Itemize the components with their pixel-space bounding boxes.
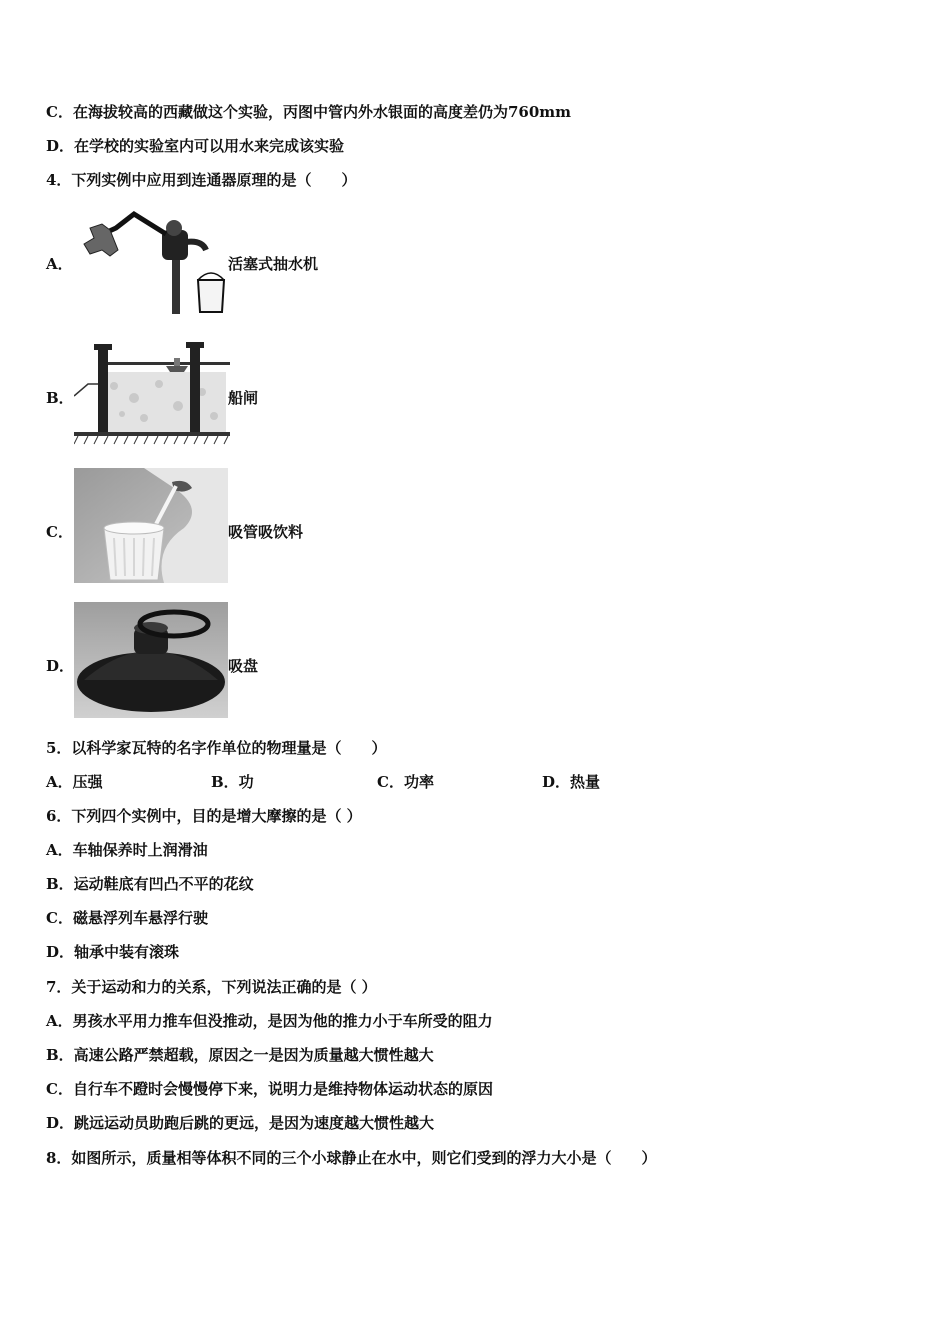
question-6-stem: 6．下列四个实例中，目的是增大摩擦的是（ ） (46, 807, 362, 825)
q4-option-a-caption: 活塞式抽水机 (228, 255, 319, 273)
ship-lock-icon (74, 336, 230, 448)
q4-option-d-label: D． (46, 657, 75, 675)
q5-option-c: C．功率 (377, 773, 434, 791)
q5-option-a: A．压强 (46, 773, 103, 791)
question-4-stem: 4．下列实例中应用到连通器原理的是（ ） (46, 171, 357, 189)
q4-option-c-label: C． (46, 523, 73, 541)
q5-option-b: B．功 (211, 773, 254, 791)
q7-option-d: D．跳远运动员助跑后跳的更远，是因为速度越大惯性越大 (46, 1114, 435, 1132)
q4-option-b-caption: 船闸 (228, 389, 259, 407)
q7-option-c: C．自行车不蹬时会慢慢停下来，说明力是维持物体运动状态的原因 (46, 1080, 493, 1098)
question-3-option-c: C．在海拔较高的西藏做这个实验，丙图中管内外水银面的高度差仍为760mm (46, 103, 571, 121)
q6-option-c: C．磁悬浮列车悬浮行驶 (46, 909, 208, 927)
question-8-stem: 8．如图所示，质量相等体积不同的三个小球静止在水中，则它们受到的浮力大小是（ ） (46, 1149, 657, 1167)
q6-option-a: A．车轴保养时上润滑油 (46, 841, 208, 859)
q5-option-d: D．热量 (542, 773, 601, 791)
piston-pump-icon (74, 200, 234, 316)
q6-option-b: B．运动鞋底有凹凸不平的花纹 (46, 875, 254, 893)
q7-option-b: B．高速公路严禁超载，原因之一是因为质量越大惯性越大 (46, 1046, 434, 1064)
q7-option-a: A．男孩水平用力推车但没推动，是因为他的推力小于车所受的阻力 (46, 1012, 493, 1030)
q4-option-c-caption: 吸管吸饮料 (228, 523, 304, 541)
q6-option-d: D．轴承中装有滚珠 (46, 943, 180, 961)
suction-cup-icon (74, 602, 228, 718)
q4-option-d-caption: 吸盘 (228, 657, 259, 675)
q4-option-a-label: A． (46, 255, 73, 273)
question-3-option-d: D．在学校的实验室内可以用水来完成该实验 (46, 137, 345, 155)
question-7-stem: 7．关于运动和力的关系，下列说法正确的是（ ） (46, 978, 377, 996)
question-5-stem: 5．以科学家瓦特的名字作单位的物理量是（ ） (46, 739, 387, 757)
straw-drink-icon (74, 468, 228, 583)
q4-option-b-label: B． (46, 389, 74, 407)
